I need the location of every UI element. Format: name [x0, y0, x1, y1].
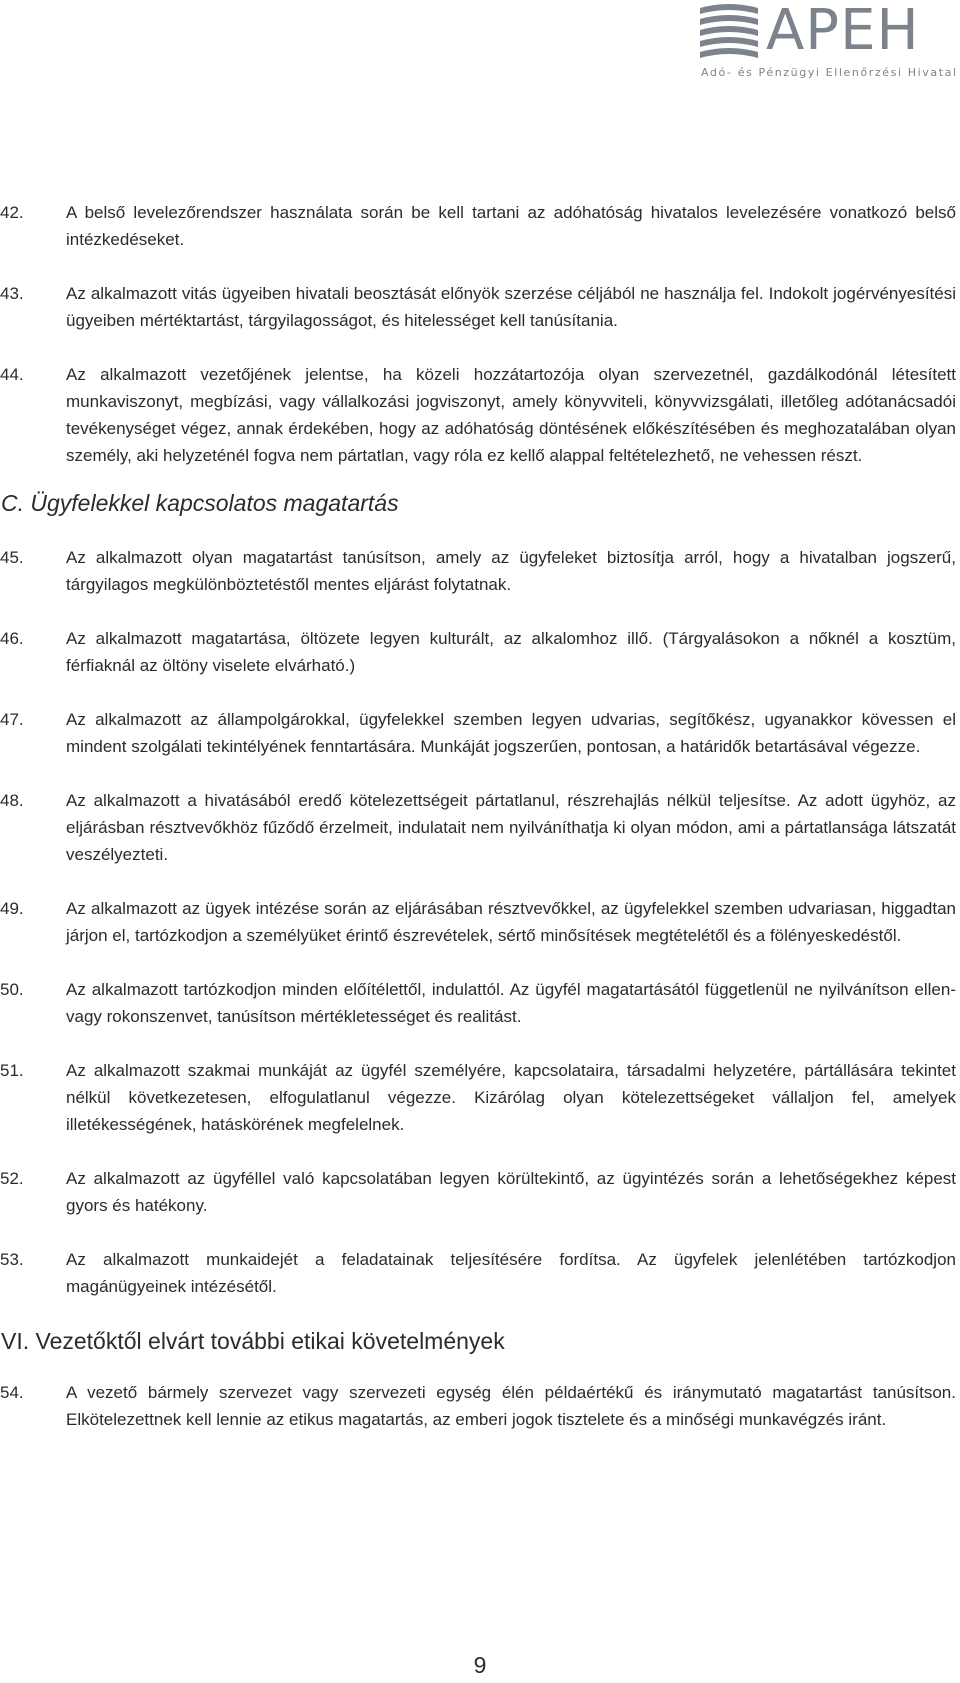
- item-text: Az alkalmazott szakmai munkáját az ügyfél személyére, kapcsolataira, társadalmi helyzetére, pártállására tekintet nélkül következetesen, elfogulatlanul végezze. Kizárólag olyan kötelezettségeket vállaljon fel, amelyek illetékességének, hatáskörének megfelelnek.: [66, 1061, 956, 1134]
- document-body: [0, 199, 960, 1460]
- item-text: A belső levelezőrendszer használata során be kell tartani az adóhatóság hivatalos levelezésére vonatkozó belső intézkedéseket.: [66, 203, 956, 249]
- page-number: 9: [473, 1652, 487, 1678]
- item-text: Az alkalmazott az állampolgárokkal, ügyfelekkel szemben legyen udvarias, segítőkész, ugyanakkor kövessen el mindent szolgálati tekintélyének fenntartására. Munkáját jogszerűen, pontosan, a határidők betartásával végezze.: [66, 710, 956, 756]
- section-heading-vi: VI. Vezetőktől elvárt további etikai követelmények: [1, 1328, 505, 1354]
- item-number: 49.: [0, 899, 24, 918]
- logo-subtitle: Adó- és Pénzügyi Ellenőrzési Hivatal: [701, 66, 958, 79]
- item-text: Az alkalmazott az ügyek intézése során az eljárásában résztvevőkkel, az ügyfelekkel szemben udvariasan, higgadtan járjon el, tartózkodjon a személyüket érintő észrevételek, sértő minősítések megtételétől és a fölényeskedéstől.: [66, 899, 956, 945]
- item-text: Az alkalmazott az ügyféllel való kapcsolatában legyen körültekintő, az ügyintézés során a lehetőségekhez képest gyors és hatékony.: [66, 1169, 956, 1215]
- item-number: 47.: [0, 710, 24, 729]
- item-number: 54.: [0, 1383, 24, 1402]
- item-number: 50.: [0, 980, 24, 999]
- list-item: [0, 1057, 960, 1138]
- logo-stack-icon: [698, 2, 760, 60]
- list-item: [0, 199, 960, 253]
- section-heading-c: C. Ügyfelekkel kapcsolatos magatartás: [1, 490, 399, 516]
- item-number: 51.: [0, 1061, 24, 1080]
- logo-wordmark: APEH: [766, 0, 920, 63]
- item-number: 42.: [0, 203, 24, 222]
- item-number: 45.: [0, 548, 24, 567]
- item-text: Az alkalmazott olyan magatartást tanúsítson, amely az ügyfeleket biztosítja arról, hogy a hivatalban jogszerű, tárgyilagos megkülönböztetéstől mentes eljárást folytatnak.: [66, 548, 956, 594]
- list-item: [0, 706, 960, 760]
- list-item: [0, 1165, 960, 1219]
- item-text: Az alkalmazott vitás ügyeiben hivatali beosztását előnyök szerzése céljából ne használja fel. Indokolt jogérvényesítési ügyeiben mértéktartást, tárgyilagosságot, és hitelességet kell tanúsítania.: [66, 284, 956, 330]
- list-item: [0, 976, 960, 1030]
- apeh-logo: [698, 0, 960, 88]
- item-number: 53.: [0, 1250, 24, 1269]
- item-number: 48.: [0, 791, 24, 810]
- list-item: [0, 361, 960, 469]
- item-text: A vezető bármely szervezet vagy szervezeti egység élén példaértékű és iránymutató magatartást tanúsítson. Elkötelezettnek kell lennie az etikus magatartás, az emberi jogok tisztelete és a minőségi munkavégzés iránt.: [66, 1383, 956, 1429]
- item-number: 52.: [0, 1169, 24, 1188]
- list-item: [0, 1246, 960, 1300]
- list-item: [0, 544, 960, 598]
- list-item: [0, 280, 960, 334]
- item-text: Az alkalmazott magatartása, öltözete legyen kulturált, az alkalomhoz illő. (Tárgyalásokon a nőknél a kosztüm, férfiaknál az öltöny viselete elvárható.): [66, 629, 956, 675]
- list-item: [0, 1379, 960, 1433]
- item-text: Az alkalmazott tartózkodjon minden előítélettől, indulattól. Az ügyfél magatartásától függetlenül ne nyilvánítson ellen- vagy rokonszenvet, tanúsítson mértékletességet és realitást.: [66, 980, 956, 1026]
- item-number: 43.: [0, 284, 24, 303]
- item-text: Az alkalmazott a hivatásából eredő kötelezettségeit pártatlanul, részrehajlás nélkül teljesítse. Az adott ügyhöz, az eljárásban résztvevőkhöz fűződő érzelmeit, indulatait nem nyilváníthatja ki olyan módon, ami a pártatlansága látszatát veszélyezteti.: [66, 791, 956, 864]
- list-item: [0, 895, 960, 949]
- item-number: 44.: [0, 365, 24, 384]
- item-text: Az alkalmazott munkaidejét a feladatainak teljesítésére fordítsa. Az ügyfelek jelenlétében tartózkodjon magánügyeinek intézésétől.: [66, 1250, 956, 1296]
- list-item: [0, 625, 960, 679]
- list-item: [0, 787, 960, 868]
- item-number: 46.: [0, 629, 24, 648]
- item-text: Az alkalmazott vezetőjének jelentse, ha közeli hozzátartozója olyan szervezetnél, gazdálkodónál létesített munkaviszonyt, megbízási, vagy vállalkozási jogviszonyt, amely könyvviteli, könyvvizsgálati, illetőleg adótanácsadói tevékenységet végez, annak érdekében, hogy az adóhatóság döntésének előkészítésében és meghozatalában olyan személy, aki helyzeténél fogva nem pártatlan, vagy róla ez kellő alappal feltételezhető, ne vehessen részt.: [66, 365, 956, 465]
